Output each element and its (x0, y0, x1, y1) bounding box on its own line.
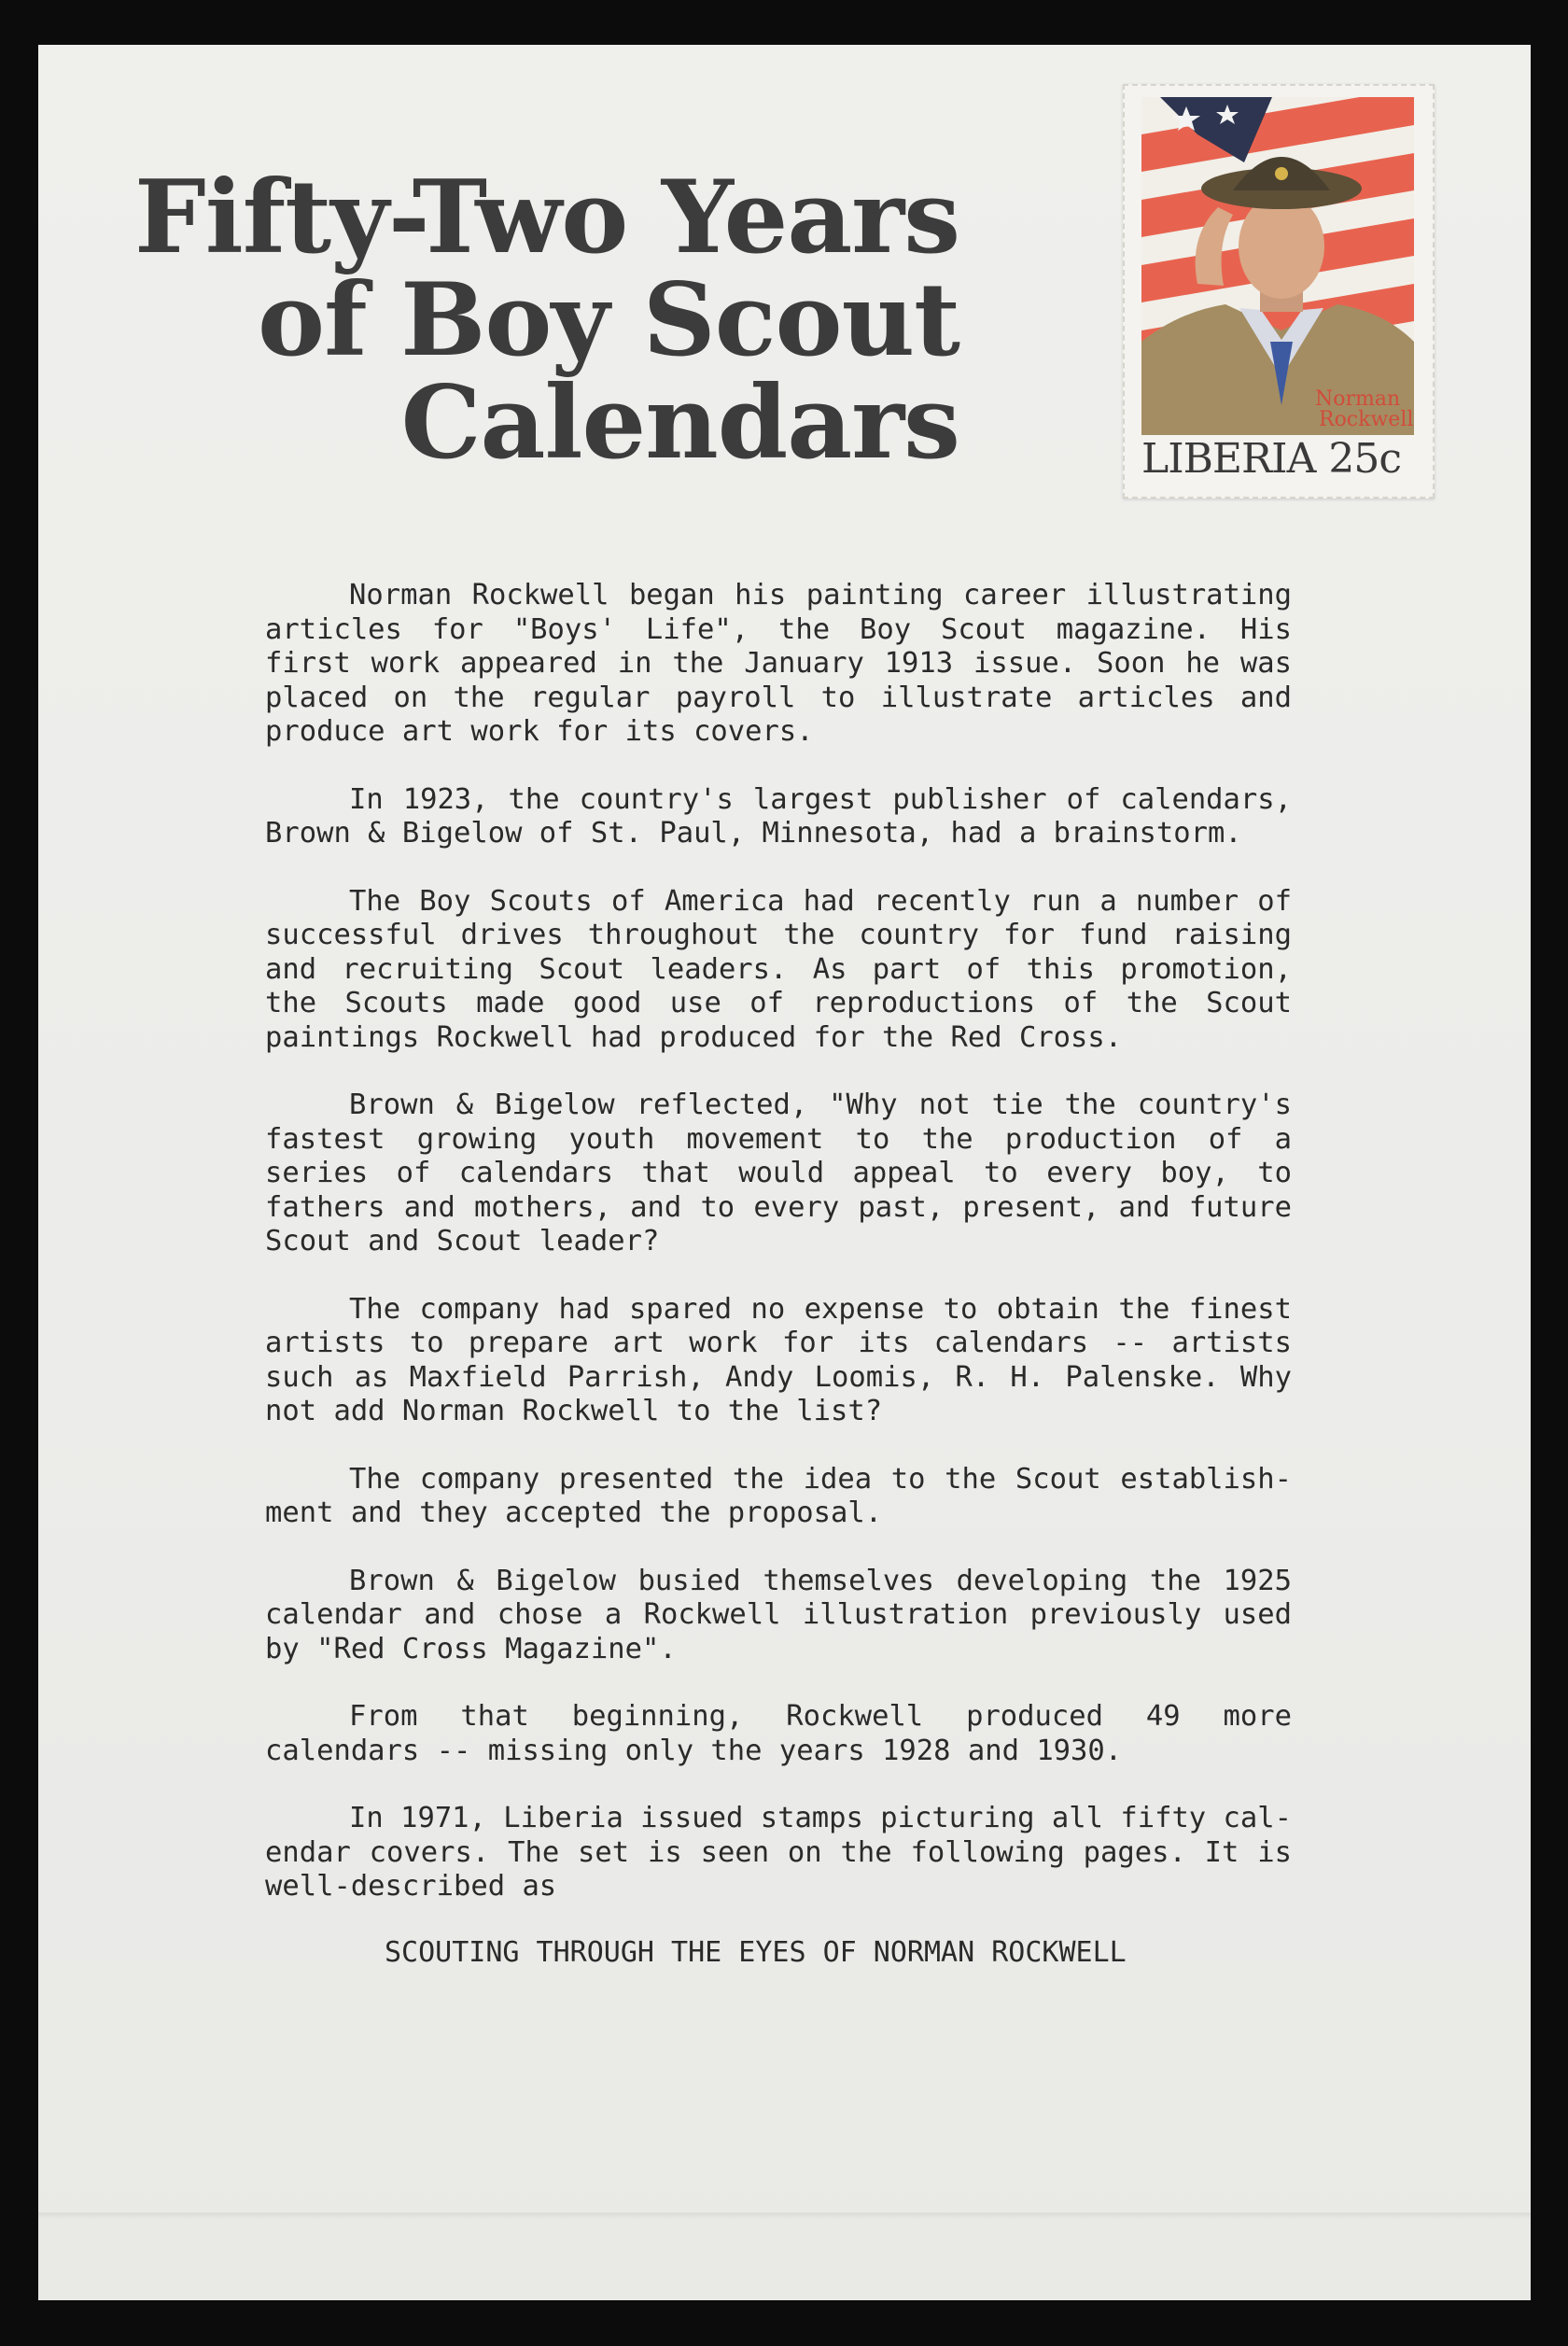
stamp-caption (1141, 433, 1414, 485)
stamp-country: LIBERIA (1141, 435, 1316, 483)
title-line-3: Calendars (400, 364, 959, 482)
stamp-value: 25c (1328, 435, 1401, 483)
liberia-stamp (1123, 84, 1435, 499)
paragraph: From that beginning, Rockwell produced 49 more calendars -- missing only the years 1928 and 1930. (265, 1700, 1292, 1767)
title-line-1: Fifty-Two Years (134, 159, 959, 276)
page-fold-shadow (38, 2213, 1531, 2220)
paragraph: Brown & Bigelow reflected, "Why not tie the country's fastest growing youth movement to the production of a series of calendars that would appeal to every boy, to fathers and mothers, and to every past, present, and future Scout and Scout leader? (265, 1089, 1292, 1257)
title-line-2: of Boy Scout (258, 261, 959, 379)
page-title (134, 159, 959, 482)
paragraph: The company had spared no expense to obtain the finest artists to prepare art work for its calendars -- artists such as Maxfield Parrish, Andy Loomis, R. H. Palenske. Why not add Norman Rockwell to the list? (265, 1292, 1292, 1427)
paragraph: The company presented the idea to the Scout establish- ment and they accepted the proposal. (265, 1462, 1292, 1529)
svg-text:Rockwell: Rockwell (1319, 408, 1414, 431)
paragraph: Brown & Bigelow busied themselves developing the 1925 calendar and chose a Rockwell illustration previously used by "Red Cross Magazine". (265, 1564, 1292, 1665)
paragraph: Norman Rockwell began his painting career illustrating articles for "Boys' Life", the Boy Scout magazine. His first work appeared in the January 1913 issue. Soon he was placed on the regular payroll to illustrate articles and produce art work for its covers. (265, 579, 1292, 748)
paragraph: In 1923, the country's largest publisher of calendars, Brown & Bigelow of St. Paul, Minnesota, had a brainstorm. (265, 782, 1292, 850)
paragraph: In 1971, Liberia issued stamps picturing all fifty cal- endar covers. The set is seen on the following pages. It is well-described as (265, 1802, 1292, 1903)
article-body (265, 579, 1292, 1938)
boy-scout-saluting-stamp-icon (1141, 97, 1414, 435)
svg-text:Norman: Norman (1315, 387, 1401, 411)
closing-line: SCOUTING THROUGH THE EYES OF NORMAN ROCKWELL (385, 1936, 1127, 1969)
paragraph: The Boy Scouts of America had recently run a number of successful drives throughout the country for fund raising and recruiting Scout leaders. As part of this promotion, the Scouts made good use of reproductions of the Scout paintings Rockwell had produced for the Red Cross. (265, 884, 1292, 1054)
